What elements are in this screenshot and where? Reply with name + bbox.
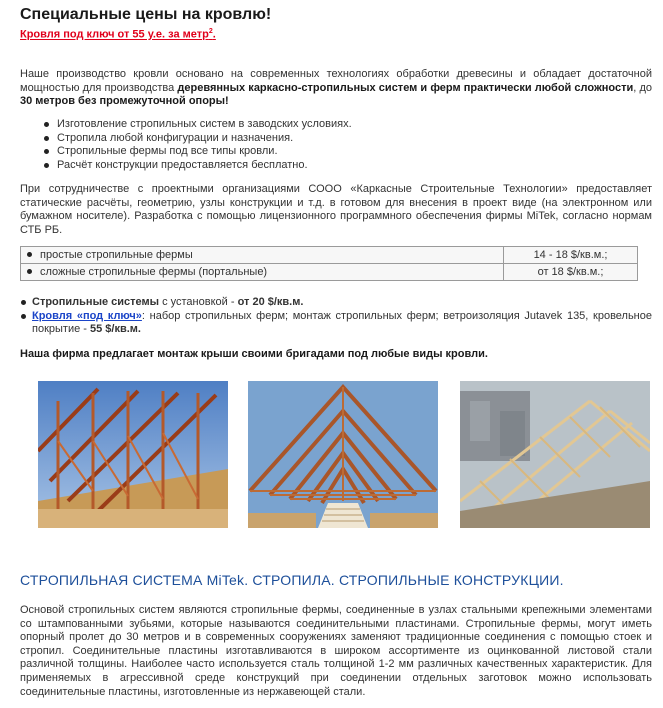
offer-turnkey-text: : набор стропильных ферм; монтаж стропильных ферм; ветроизоляция Jutavek 135, кровельное покрытие - <box>32 309 652 336</box>
price-value-cell: 14 - 18 $/кв.м.; <box>504 247 638 264</box>
price-item-label: сложные стропильные фермы (портальные) <box>40 266 268 278</box>
cooperation-paragraph: При сотрудничестве с проектными организациями СООО «Каркасные Строительные Технологии» предоставляет статические расчёты, геометрию, узлы конструкции и т.д. в готовом для внесения в проект виде (на электронном или бумажном носителе). Разработка с помощью лицензионного программного обеспечения фирмы MiTek, согласно нормам СТБ РБ. <box>20 183 652 236</box>
truss-photo-3 <box>460 381 650 528</box>
turnkey-price-text: Кровля под ключ от 55 у.е. за метр <box>20 28 209 41</box>
turnkey-price-link[interactable] <box>20 28 216 41</box>
feature-item: Стропильные фермы под все типы кровли. <box>36 145 352 159</box>
price-table <box>20 246 638 281</box>
truss-photo-2 <box>248 381 438 528</box>
offer-turnkey <box>20 310 652 337</box>
superscript-2: 2 <box>208 28 213 35</box>
offers-list <box>20 296 652 337</box>
subtitle-period: . <box>212 28 216 41</box>
page-title: Специальные цены на кровлю! <box>20 6 272 23</box>
price-item-cell <box>21 264 504 281</box>
table-row <box>21 247 638 264</box>
offer-systems-label: Стропильные системы <box>32 296 160 308</box>
table-row <box>21 264 638 281</box>
bullet-icon <box>27 252 32 257</box>
offer-systems-price: от 20 $/кв.м. <box>237 296 304 308</box>
intro-text: Наше производство кровли основано на современных технологиях обработки древесины и обладает достаточной мощностью для производства <box>20 68 652 94</box>
section-paragraph: Основой стропильных систем являются стропильные фермы, соединенные в узлах стальными крепежными элементами со штампованными зубьями, которые называются соединительными пластинами. Стропильные фермы, могут иметь опорный пролет до 30 метров и в современных сооружениях заменяют традиционные соединения с помощью стоек и стропил. Соединительные пластины изготавливаются в широком ассортименте из оцинкованной листовой стали различной толщины. Наиболее часто используется сталь толщиной 1-2 мм различных качественных характеристик. Для применяемых в агрессивной среде конструкций при соединении отдельных заготовок можно использовать соединительные пластины, изготовленные из нержавеющей стали. <box>20 604 652 698</box>
offer-systems-text: с установкой - <box>159 296 238 308</box>
feature-item: Стропила любой конфигурации и назначения. <box>36 132 352 146</box>
price-item-label: простые стропильные фермы <box>40 249 193 261</box>
price-item-cell <box>21 247 504 264</box>
offer-turnkey-price: 55 $/кв.м. <box>90 323 141 336</box>
intro-bold-2: 30 метров без промежуточной опоры! <box>20 95 229 108</box>
intro-paragraph <box>20 68 652 109</box>
intro-text-2: , до <box>633 81 652 94</box>
price-value-cell: от 18 $/кв.м.; <box>504 264 638 281</box>
bullet-icon <box>27 269 32 274</box>
intro-bold: деревянных каркасно-стропильных систем и ферм практически любой сложности <box>177 81 634 94</box>
turnkey-link[interactable]: Кровля «под ключ» <box>32 309 142 322</box>
section-title: СТРОПИЛЬНАЯ СИСТЕМА MiTek. СТРОПИЛА. СТРОПИЛЬНЫЕ КОНСТРУКЦИИ. <box>20 572 564 588</box>
feature-item: Изготовление стропильных систем в заводских условиях. <box>36 118 352 132</box>
features-list <box>36 118 352 173</box>
installation-offer: Наша фирма предлагает монтаж крыши своими бригадами под любые виды кровли. <box>20 348 488 360</box>
truss-photo-1 <box>38 381 228 528</box>
feature-item: Расчёт конструкции предоставляется бесплатно. <box>36 159 352 173</box>
offer-systems <box>20 296 652 310</box>
